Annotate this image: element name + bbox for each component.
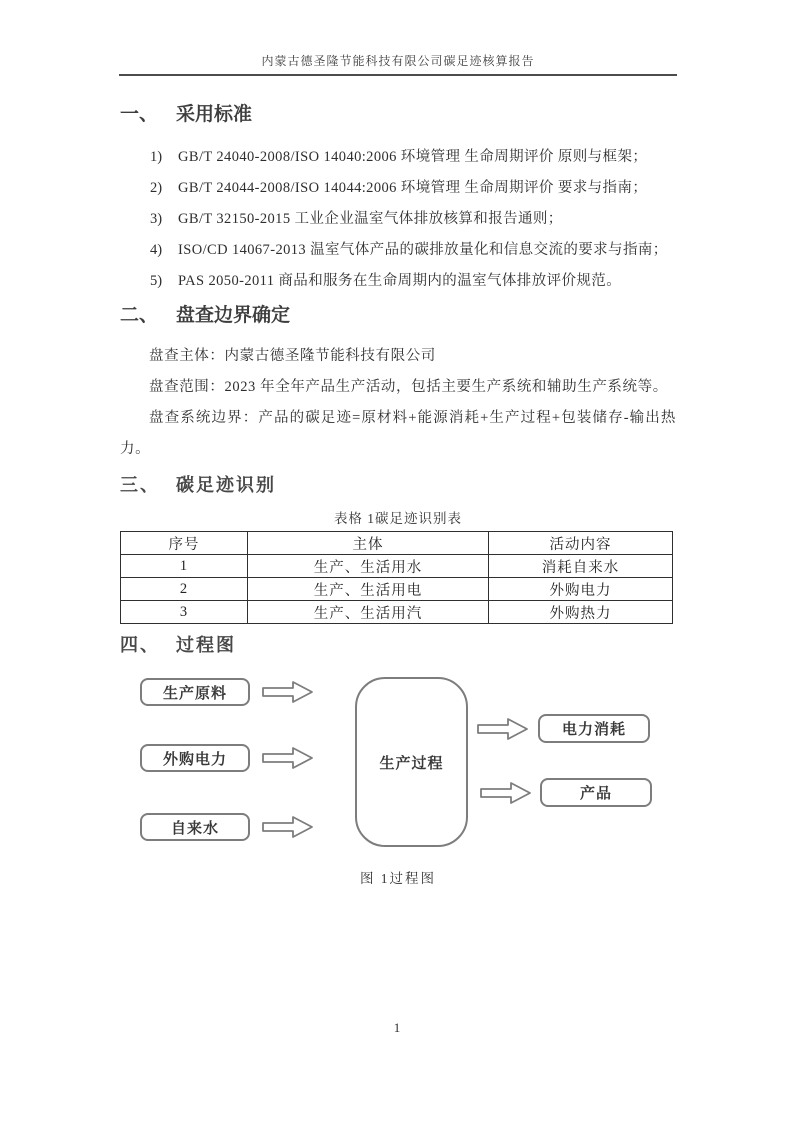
page-number: 1 <box>393 1020 401 1035</box>
header-title: 内蒙古德圣隆节能科技有限公司碳足迹核算报告 <box>261 54 535 68</box>
column-header-activity: 活动内容 <box>489 532 673 555</box>
paragraph-scope: 盘查范围：2023 年全年产品生产活动，包括主要生产系统和辅助生产系统等。 <box>149 379 668 395</box>
cell-seq: 2 <box>121 578 248 601</box>
table-row <box>121 555 673 578</box>
paragraph-system-boundary: 盘查系统边界：产品的碳足迹=原材料+能源消耗+生产过程+包装储存-输出热力。 <box>120 410 676 457</box>
section-title: 盘查边界确定 <box>176 305 291 326</box>
table-row <box>121 601 673 624</box>
section-heading-process-diagram <box>120 633 676 658</box>
cell-activity: 外购电力 <box>489 578 673 601</box>
table-caption: 表格 1碳足迹识别表 <box>333 511 463 526</box>
list-item-text: PAS 2050-2011 商品和服务在生命周期内的温室气体排放评价规范。 <box>178 273 622 289</box>
list-item <box>120 173 676 204</box>
diagram-output-product: 产品 <box>540 778 652 807</box>
section-number: 三、 <box>120 475 160 495</box>
column-header-subject: 主体 <box>248 532 489 555</box>
flow-arrow-icon <box>477 717 529 741</box>
cell-seq: 3 <box>121 601 248 624</box>
list-item-text: GB/T 32150-2015 工业企业温室气体排放核算和报告通则； <box>178 211 563 227</box>
list-item-marker: 4) <box>150 242 163 258</box>
section-heading-standards <box>120 102 676 128</box>
list-item-marker: 3) <box>150 211 163 227</box>
section-title: 过程图 <box>176 635 236 655</box>
paragraph-subject: 盘查主体：内蒙古德圣隆节能科技有限公司 <box>149 348 436 364</box>
figure-caption: 图 1过程图 <box>359 871 437 886</box>
footprint-identification-table <box>120 531 673 624</box>
column-header-seq: 序号 <box>121 532 248 555</box>
list-item-text: GB/T 24044-2008/ISO 14044:2006 环境管理 生命周期评价 要求与指南； <box>178 180 648 196</box>
standards-list <box>120 142 676 297</box>
list-item-marker: 5) <box>150 273 163 289</box>
list-item <box>120 204 676 235</box>
list-item <box>120 235 676 266</box>
cell-subject: 生产、生活用水 <box>248 555 489 578</box>
diagram-input-tap-water: 自来水 <box>140 813 250 841</box>
table-header-row <box>121 532 673 555</box>
list-item-text: ISO/CD 14067-2013 温室气体产品的碳排放量化和信息交流的要求与指南； <box>178 242 668 258</box>
list-item-marker: 1) <box>150 149 163 165</box>
flow-arrow-icon <box>262 746 314 770</box>
process-flow-diagram <box>120 670 676 858</box>
section-number: 一、 <box>120 104 159 125</box>
boundary-paragraphs <box>120 341 676 465</box>
cell-activity: 外购热力 <box>489 601 673 624</box>
section-title: 碳足迹识别 <box>176 475 276 495</box>
diagram-output-electricity-consumption: 电力消耗 <box>538 714 650 743</box>
section-number: 二、 <box>120 305 159 326</box>
flow-arrow-icon <box>480 781 532 805</box>
flow-arrow-icon <box>262 680 314 704</box>
cell-subject: 生产、生活用汽 <box>248 601 489 624</box>
diagram-process-box: 生产过程 <box>355 677 468 847</box>
list-item-marker: 2) <box>150 180 163 196</box>
cell-seq: 1 <box>121 555 248 578</box>
section-number: 四、 <box>120 635 160 655</box>
flow-arrow-icon <box>262 815 314 839</box>
section-heading-identification <box>120 473 676 498</box>
list-item-text: GB/T 24040-2008/ISO 14040:2006 环境管理 生命周期评价 原则与框架； <box>178 149 648 165</box>
diagram-input-raw-materials: 生产原料 <box>140 678 250 706</box>
document-content <box>120 92 676 887</box>
running-header <box>119 52 677 76</box>
cell-activity: 消耗自来水 <box>489 555 673 578</box>
section-title: 采用标准 <box>176 104 253 125</box>
cell-subject: 生产、生活用电 <box>248 578 489 601</box>
list-item <box>120 142 676 173</box>
section-heading-boundary <box>120 303 676 329</box>
list-item <box>120 266 676 297</box>
table-row <box>121 578 673 601</box>
diagram-input-purchased-electricity: 外购电力 <box>140 744 250 772</box>
